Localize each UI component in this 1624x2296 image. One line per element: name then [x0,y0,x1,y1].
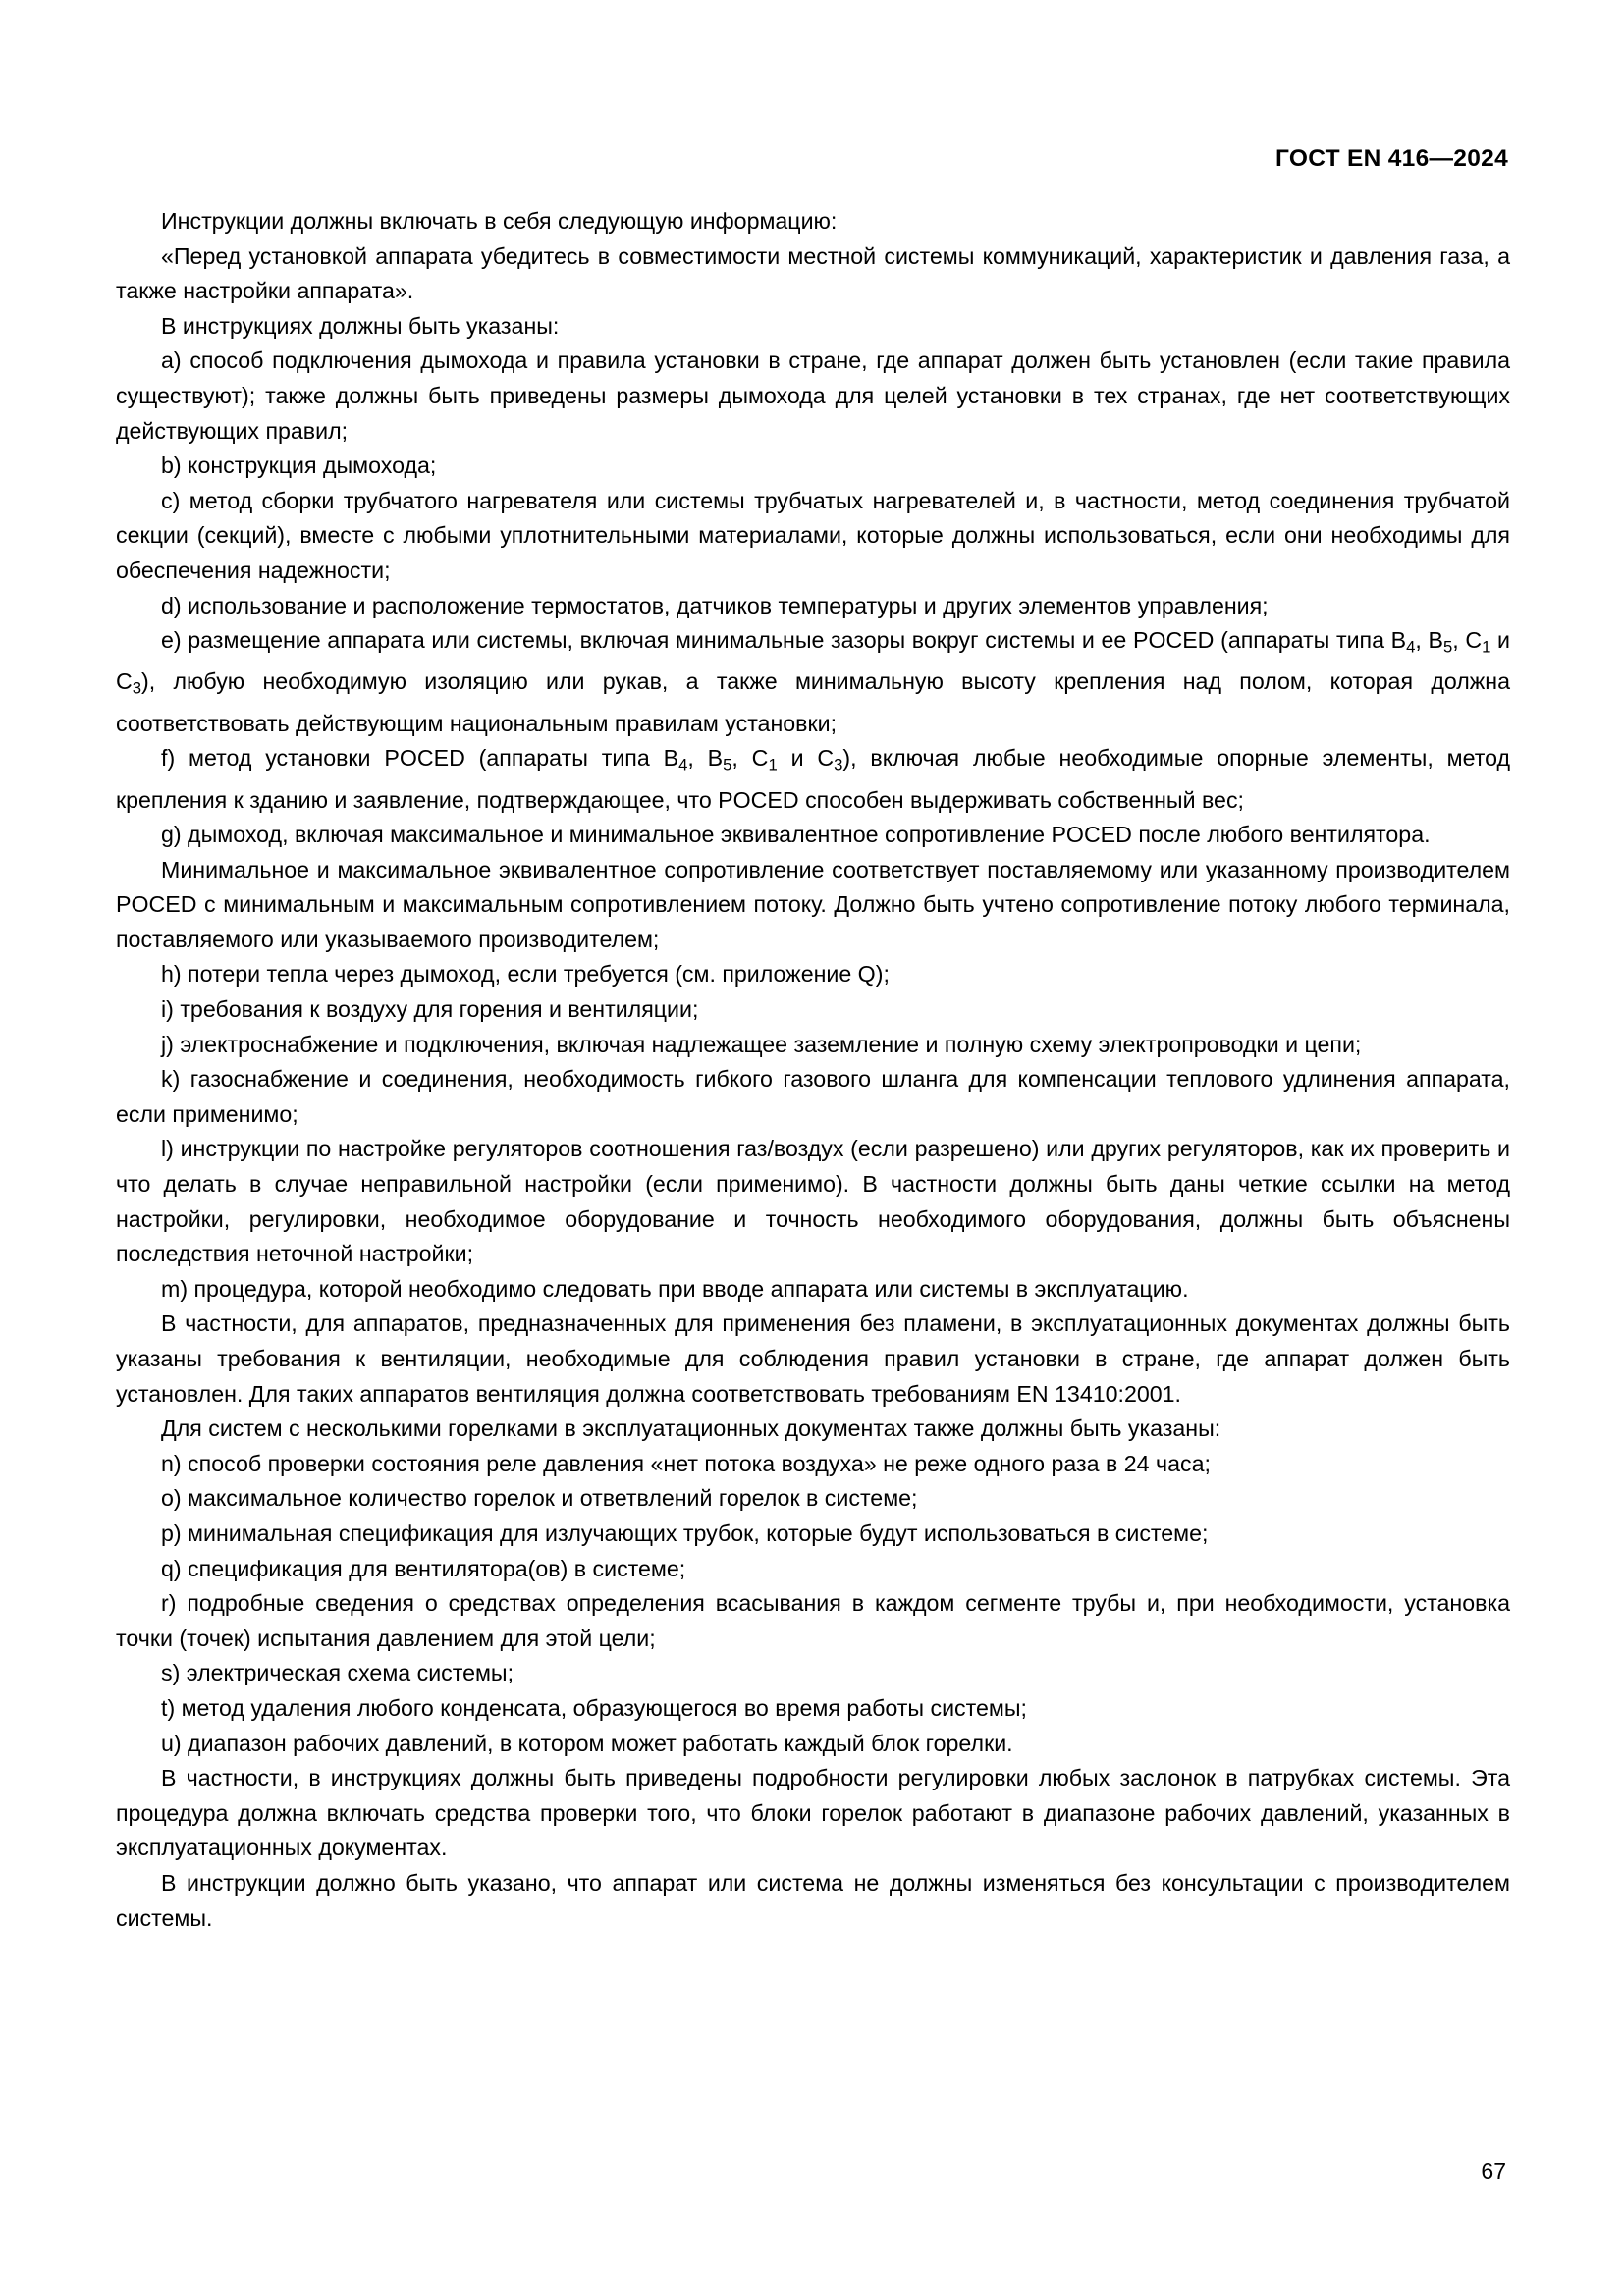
paragraph-item-d: d) использование и расположение термостатов, датчиков температуры и других элементов управления; [161,592,1269,618]
paragraph-item-g: g) дымоход, включая максимальное и минимальное эквивалентное сопротивление POCED после любого вентилятора. [161,822,1431,848]
paragraph-p5: В частности, для аппаратов, предназначенных для применения без пламени, в эксплуатационных документах должны быть указаны требования к вентиляции, необходимые для соблюдения правил установки в стране, где аппарат должен быть установлен. Для таких аппаратов вентиляция должна соответствовать требованиям EN 13410:2001. [116,1310,1510,1407]
paragraph-item-j: j) электроснабжение и подключения, включая надлежащее заземление и полную схему электропроводки и цепи; [161,1031,1362,1057]
page-header-standard-number: ГОСТ EN 416—2024 [1275,145,1508,172]
paragraph-item-a: a) способ подключения дымохода и правила установки в стране, где аппарат должен быть установлен (если такие правила существуют); также должны быть приведены размеры дымохода для целей установки в тех странах, где нет соответствующих действующих правил; [116,347,1510,444]
paragraph-p1: Инструкции должны включать в себя следующую информацию: [161,208,838,234]
paragraph-item-h: h) потери тепла через дымоход, если требуется (см. приложение Q); [161,961,890,988]
paragraph-p2: «Перед установкой аппарата убедитесь в совместимости местной системы коммуникаций, характеристик и давления газа, а также настройки аппарата». [116,242,1510,304]
paragraph-p3: В инструкциях должны быть указаны: [161,312,560,339]
paragraph-item-p: p) минимальная спецификация для излучающих трубок, которые будут использоваться в системе; [161,1520,1209,1546]
paragraph-item-i: i) требования к воздуху для горения и вентиляции; [161,996,699,1023]
paragraph-item-o: o) максимальное количество горелок и ответвлений горелок в системе; [161,1485,918,1512]
paragraph-p8: В инструкции должно быть указано, что аппарат или система не должны изменяться без консультации с производителем системы. [116,1869,1510,1931]
paragraph-item-e: e) размещение аппарата или системы, включая минимальные зазоры вокруг системы и ее POCED (аппараты типа $B_4$, $B_5$, $C_1$ и $C_3$), любую необходимую изоляцию или рукав, а также минимальную высоту крепления над полом, которая должна соответствовать действующим национальным правилам установки; [116,627,1510,736]
paragraph-item-u: u) диапазон рабочих давлений, в котором может работать каждый блок горелки. [161,1730,1013,1756]
paragraph-item-q: q) спецификация для вентилятора(ов) в системе; [161,1555,686,1581]
paragraph-item-l: l) инструкции по настройке регуляторов соотношения газ/воздух (если разрешено) или других регуляторов, как их проверить и что делать в случае неправильной настройки (если применимо). В частности должны быть даны четкие ссылки на метод настройки, регулировки, необходимое оборудование и точность необходимого оборудования, должны быть объяснены последствия неточной настройки; [116,1136,1510,1267]
paragraph-p7: В частности, в инструкциях должны быть приведены подробности регулировки любых заслонок в патрубках системы. Эта процедура должна включать средства проверки того, что блоки горелок работают в диапазоне рабочих давлений, указанных в эксплуатационных документах. [116,1765,1510,1861]
paragraph-item-m: m) процедура, которой необходимо следовать при вводе аппарата или системы в эксплуатацию. [161,1275,1189,1302]
paragraph-item-s: s) электрическая схема системы; [161,1660,514,1686]
paragraph-item-c: c) метод сборки трубчатого нагревателя или системы трубчатых нагревателей и, в частности, метод соединения трубчатой секции (секций), вместе с любыми уплотнительными материалами, которые должны использоваться, если они необходимы для обеспечения надежности; [116,487,1510,583]
paragraph-p6: Для систем с несколькими горелками в эксплуатационных документах также должны быть указаны: [161,1415,1221,1442]
paragraph-p4: Минимальное и максимальное эквивалентное сопротивление соответствует поставляемому или указанному производителем POCED с минимальным и максимальным сопротивлением потоку. Должно быть учтено сопротивление потоку любого терминала, поставляемого или указываемого производителем; [116,856,1510,952]
paragraph-item-r: r) подробные сведения о средствах определения всасывания в каждом сегменте трубы и, при необходимости, установка точки (точек) испытания давлением для этой цели; [116,1590,1510,1651]
paragraph-item-t: t) метод удаления любого конденсата, образующегося во время работы системы; [161,1694,1027,1721]
page-number: 67 [1481,2159,1506,2184]
paragraph-item-f: f) метод установки POCED (аппараты типа $B_4$, $B_5$, $C_1$ и $C_3$), включая любые необходимые опорные элементы, метод крепления к зданию и заявление, подтверждающее, что POCED способен выдерживать собственный вес; [116,745,1510,813]
document-body [116,204,1510,1936]
paragraph-item-n: n) способ проверки состояния реле давления «нет потока воздуха» не реже одного раза в 24 часа; [161,1450,1211,1476]
paragraph-item-k: k) газоснабжение и соединения, необходимость гибкого газового шланга для компенсации теплового удлинения аппарата, если применимо; [116,1066,1510,1127]
paragraph-item-b: b) конструкция дымохода; [161,453,437,479]
